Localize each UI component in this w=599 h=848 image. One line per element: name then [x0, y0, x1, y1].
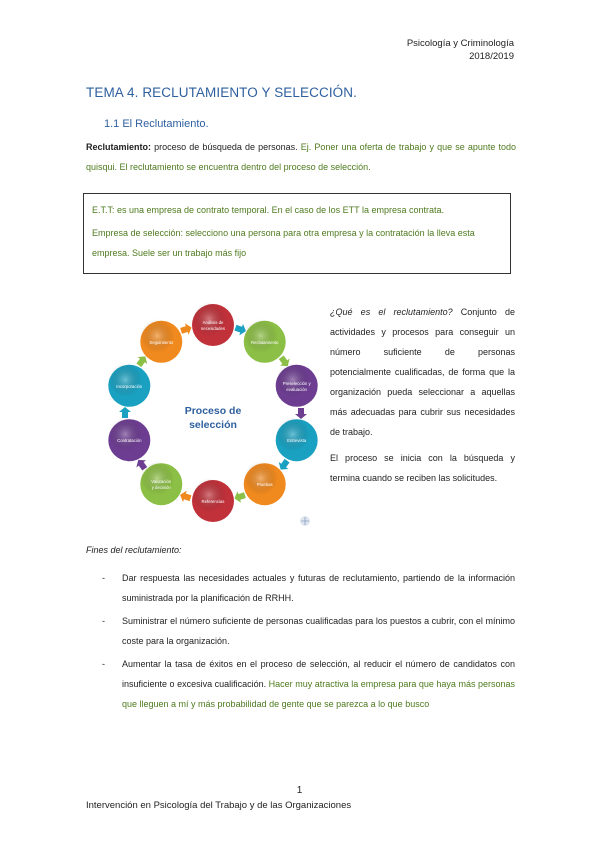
fines-list	[100, 568, 515, 717]
process-step-highlight	[276, 417, 310, 451]
logo-watermark-icon	[300, 516, 310, 526]
process-step-label: Seguimiento	[149, 339, 174, 345]
process-step-label: Incorporación	[116, 383, 143, 389]
process-step-highlight	[244, 461, 278, 495]
process-step-node	[276, 363, 318, 407]
note-empresa-seleccion: Empresa de selección: selecciono una persona para otra empresa y la contratación la lleva esta empresa. Suele ser un trabajo más fijo	[92, 228, 475, 258]
note-ett: E.T.T: es una empresa de contrato temporal. En el caso de los ETT la empresa contrata.	[92, 205, 445, 215]
diagram-center-line1: Proceso de	[184, 405, 242, 417]
list-item	[100, 611, 515, 651]
side-answer: Conjunto de actividades y procesos para conseguir un número suficiente de personas potencialmente cualificadas, de forma que la organización pueda seleccionar a aquellas más adecuadas para cubrir sus necesidades de trabajo.	[330, 307, 515, 437]
process-step-label: Referencias	[201, 499, 225, 504]
process-arrow-icon	[179, 322, 193, 337]
process-step-label: evaluación	[286, 386, 307, 392]
process-step-highlight	[109, 417, 143, 451]
process-step-highlight	[192, 478, 226, 512]
reclutamiento-definition	[330, 302, 515, 488]
process-arrow-icon	[233, 489, 247, 504]
page-number: 1	[296, 785, 303, 796]
list-item-note: Hacer muy atractiva la empresa para que haya más personas que lleguen a mí y más probabilidad de gente que se parezca a lo que busco	[122, 679, 515, 709]
list-item-text: Suministrar el número suficiente de personas cualificadas para los puestos a cubrir, con el mínimo coste para la organización.	[122, 616, 515, 646]
list-bullet: -	[102, 616, 105, 626]
process-step-label: necesidades	[200, 326, 226, 331]
page-header	[407, 37, 514, 63]
process-step-label: Reclutamiento	[250, 339, 279, 345]
diagram-center-line2: selección	[189, 419, 237, 431]
selection-process-diagram	[95, 295, 327, 527]
process-step-label: Análisis de	[202, 320, 224, 325]
process-arrow-icon	[119, 407, 131, 418]
fines-heading: Fines del reclutamiento:	[86, 545, 182, 555]
process-step-highlight	[140, 319, 174, 353]
process-step-node	[140, 319, 182, 363]
process-step-label: Entrevista	[287, 438, 307, 444]
side-question: ¿Qué es el reclutamiento?	[330, 307, 453, 317]
process-step-highlight	[244, 319, 278, 353]
header-year: 2018/2019	[469, 51, 514, 62]
page-title: TEMA 4. RECLUTAMIENTO Y SELECCIÓN.	[86, 85, 357, 100]
list-item-text: Dar respuesta las necesidades actuales y futuras de reclutamiento, partiendo de la información suministrada por la planificación de RRHH.	[122, 573, 515, 603]
process-step-node	[244, 461, 286, 505]
list-bullet: -	[102, 573, 105, 583]
process-step-node	[192, 302, 234, 346]
definition-term: Reclutamiento:	[86, 142, 152, 152]
process-step-highlight	[109, 363, 143, 397]
process-step-node	[244, 319, 286, 363]
process-step-label: Preselección y	[282, 380, 311, 386]
header-course: Psicología y Criminología	[406, 38, 514, 49]
section-heading: 1.1 El Reclutamiento.	[104, 118, 209, 130]
definition-text: proceso de búsqueda de personas.	[151, 142, 301, 152]
process-step-node	[276, 417, 318, 461]
process-step-node	[140, 461, 182, 505]
definition-note: Ej. Poner una oferta de trabajo y que se apunte todo quisqui. El reclutamiento se encuentra dentro del proceso de selección.	[86, 142, 516, 172]
note-box	[83, 193, 511, 274]
list-item-text: Aumentar la tasa de éxitos en el proceso de selección, al reducir el número de candidatos con insuficiente o excesiva cualificación.	[122, 659, 515, 689]
page-footer: Intervención en Psicología del Trabajo y de las Organizaciones	[86, 800, 352, 811]
process-step-node	[192, 478, 234, 522]
process-step-label: Contratación	[117, 438, 142, 444]
definition-paragraph	[86, 137, 516, 177]
side-paragraph-2: El proceso se inicia con la búsqueda y termina cuando se reciben las solicitudes.	[330, 453, 515, 483]
list-bullet: -	[102, 659, 105, 669]
side-paragraph-1	[330, 302, 515, 442]
process-step-node	[108, 363, 150, 407]
list-item	[100, 654, 515, 714]
process-step-label: y decisión	[151, 485, 171, 491]
list-item	[100, 568, 515, 608]
process-step-node	[108, 417, 150, 461]
process-step-label: Valoración	[151, 479, 172, 485]
process-step-label: Pruebas	[256, 482, 273, 488]
process-arrow-icon	[295, 408, 307, 419]
